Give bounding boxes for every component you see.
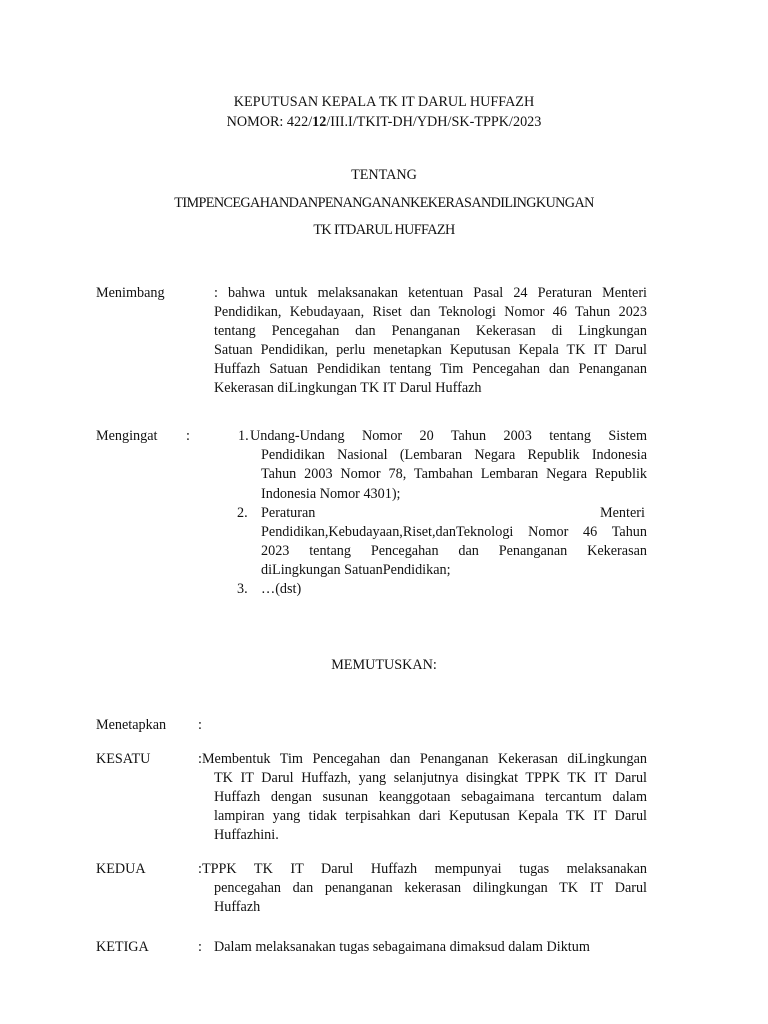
kesatu-line: lampiran yang tidak terpisahkan dari Keputusan Kepala TK IT Darul: [214, 808, 647, 824]
menimbang-label: Menimbang: [96, 285, 165, 301]
mengingat-item-1-number: 1.: [238, 428, 249, 444]
mengingat-item-1-line: Indonesia Nomor 4301);: [261, 486, 401, 502]
kesatu-line: :Membentuk Tim Pencegahan dan Penanganan Kekerasan diLingkungan: [198, 751, 647, 767]
mengingat-item-2-number: 2.: [237, 505, 248, 521]
menimbang-line: Pendidikan, Kebudayaan, Riset dan Teknologi Nomor 46 Tahun 2023: [214, 304, 647, 320]
subject-line-1: TIMPENCEGAHANDANPENANGANANKEKERASANDILINGKUNGAN: [174, 195, 594, 211]
mengingat-label: Mengingat: [96, 428, 158, 444]
kedua-line: Huffazh: [214, 899, 261, 915]
kedua-label: KEDUA: [96, 861, 146, 877]
menimbang-line: Satuan Pendidikan, perlu menetapkan Keputusan Kepala TK IT Darul: [214, 342, 647, 358]
menimbang-line: : bahwa untuk melaksanakan ketentuan Pasal 24 Peraturan Menteri: [214, 285, 647, 301]
menimbang-line: tentang Pencegahan dan Penanganan Kekerasan di Lingkungan: [214, 323, 647, 339]
mengingat-colon: :: [186, 428, 190, 444]
ketiga-line: Dalam melaksanakan tugas sebagaimana dimaksud dalam Diktum: [214, 939, 590, 955]
mengingat-item-2-line: Pendidikan,Kebudayaan,Riset,danTeknologi Nomor 46 Tahun: [261, 524, 647, 540]
ketiga-colon: :: [198, 939, 202, 955]
mengingat-item-3-number: 3.: [237, 581, 248, 597]
mengingat-item-1-line: Tahun 2003 Nomor 78, Tambahan Lembaran Negara Republik: [261, 466, 647, 482]
ketiga-label: KETIGA: [96, 939, 149, 955]
decree-number: [0, 113, 768, 133]
mengingat-item-2-second-word: Menteri: [600, 505, 645, 521]
decree-number-bold: 12: [312, 114, 327, 130]
menetapkan-label: Menetapkan: [96, 717, 167, 733]
menetapkan-colon: :: [198, 717, 202, 733]
tentang-heading: TENTANG: [351, 167, 417, 183]
mengingat-item-2-first-word: Peraturan: [261, 505, 316, 521]
memutuskan-heading: MEMUTUSKAN:: [331, 657, 437, 673]
kedua-line: pencegahan dan penanganan kekerasan dilingkungan TK IT Darul: [214, 880, 647, 896]
kedua-line: :TPPK TK IT Darul Huffazh mempunyai tugas melaksanakan: [198, 861, 647, 877]
subject-line-2: TK ITDARUL HUFFAZH: [313, 222, 455, 238]
decree-number-prefix: NOMOR: 422/: [226, 114, 313, 130]
kesatu-line: TK IT Darul Huffazh, yang selanjutnya disingkat TPPK TK IT Darul: [214, 770, 647, 786]
kesatu-line: Huffazh dengan susunan keanggotaan sebagaimana tercantum dalam: [214, 789, 647, 805]
decree-number-suffix: /III.I/TKIT-DH/YDH/SK-TPPK/2023: [326, 114, 542, 130]
mengingat-item-3-text: …(dst): [261, 581, 302, 597]
mengingat-item-2-line: diLingkungan SatuanPendidikan;: [261, 562, 451, 578]
kesatu-line: Huffazhini.: [214, 827, 279, 843]
mengingat-item-1-line: Undang-Undang Nomor 20 Tahun 2003 tentang Sistem: [250, 428, 647, 444]
kesatu-label: KESATU: [96, 751, 151, 767]
mengingat-item-2-line: 2023 tentang Pencegahan dan Penanganan Kekerasan: [261, 543, 647, 559]
menimbang-line: Huffazh Satuan Pendidikan tentang Tim Pencegahan dan Penanganan: [214, 361, 647, 377]
decree-title: KEPUTUSAN KEPALA TK IT DARUL HUFFAZH: [233, 94, 535, 110]
menimbang-line: Kekerasan diLingkungan TK IT Darul Huffazh: [214, 380, 482, 396]
mengingat-item-1-line: Pendidikan Nasional (Lembaran Negara Republik Indonesia: [261, 447, 647, 463]
